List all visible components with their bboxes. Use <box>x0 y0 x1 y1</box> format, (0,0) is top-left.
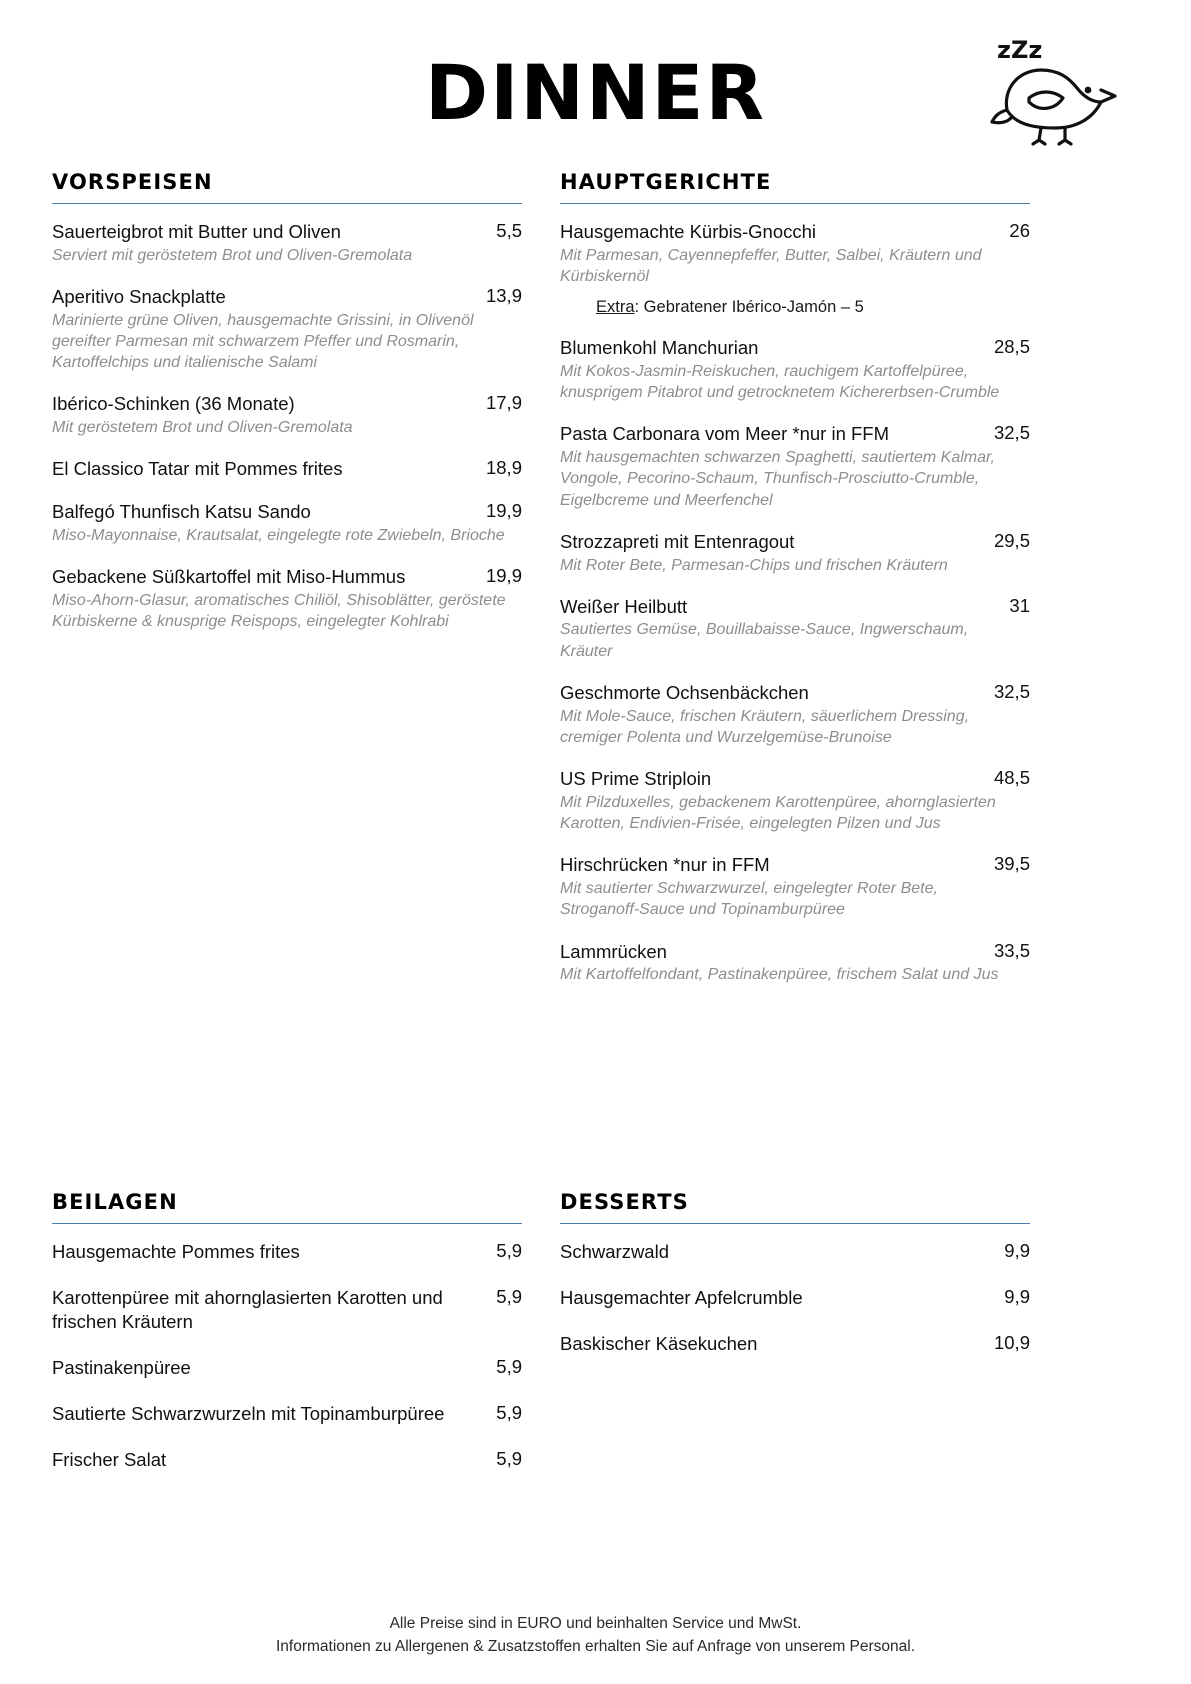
menu-item <box>560 853 1030 920</box>
menu-item-name: Balfegó Thunfisch Katsu Sando <box>52 501 311 523</box>
menu-item <box>560 767 1030 834</box>
menu-item-price: 9,9 <box>1004 1286 1030 1308</box>
menu-item-price: 19,9 <box>485 500 522 522</box>
menu-item-price: 26 <box>1009 220 1030 241</box>
menu-item-description: Mit sautierter Schwarzwurzel, eingelegter Roter Bete, Stroganoff-Sauce und Topinamburpüree <box>560 880 938 919</box>
menu-item-price: 9,9 <box>1004 1240 1030 1261</box>
menu-item-price: 10,9 <box>993 1332 1030 1354</box>
menu-item-name: Strozzapreti mit Entenragout <box>560 530 795 552</box>
menu-item <box>560 595 1030 662</box>
menu-item <box>52 1356 522 1380</box>
menu-item-description: Mit Kartoffelfondant, Pastinakenpüree, frischem Salat und Jus <box>560 966 999 984</box>
footer-line-allergens: Informationen zu Allergenen & Zusatzstoffen erhalten Sie auf Anfrage von unserem Personal. <box>275 1637 916 1655</box>
menu-item-head <box>560 422 1030 446</box>
menu-item-price: 5,5 <box>496 220 522 241</box>
menu-item-price: 5,9 <box>496 1402 522 1424</box>
section-divider <box>560 1223 1030 1224</box>
menu-item-price: 5,9 <box>496 1356 522 1378</box>
menu-item-description: Mit Mole-Sauce, frischen Kräutern, säuerlichem Dressing, cremiger Polenta und Wurzelgemüse-Brunoise <box>560 707 970 746</box>
menu-item-head <box>560 940 1030 964</box>
menu-item-extra-text: : Gebratener Ibérico-Jamón – 5 <box>634 298 864 317</box>
menu-item-name: Lammrücken <box>560 940 667 962</box>
menu-item <box>560 220 1030 317</box>
logo-sleep-text: zZz <box>997 36 1043 64</box>
menu-item-head <box>560 681 1030 705</box>
section-vorspeisen <box>52 170 522 651</box>
menu-item <box>52 220 522 266</box>
menu-item-name: El Classico Tatar mit Pommes frites <box>52 458 343 480</box>
vorspeisen-item-list <box>52 220 522 632</box>
menu-item-name: Pasta Carbonara vom Meer *nur in FFM <box>560 423 890 445</box>
menu-item-name: Hausgemachter Apfelcrumble <box>560 1287 803 1309</box>
menu-item <box>560 1286 1030 1310</box>
menu-item-description: Mit Pilzduxelles, gebackenem Karottenpüree, ahornglasierten Karotten, Endivien-Frisée, eingelegten Pilzen und Jus <box>560 793 996 833</box>
menu-item-description: Mit Parmesan, Cayennepfeffer, Butter, Salbei, Kräutern und Kürbiskernöl <box>560 246 982 285</box>
menu-item-head <box>560 336 1030 360</box>
section-title-beilagen: BEILAGEN <box>52 1190 178 1214</box>
menu-item-name: Hausgemachte Kürbis-Gnocchi <box>560 221 817 242</box>
menu-item-price: 18,9 <box>485 457 522 479</box>
menu-item <box>52 1448 522 1472</box>
menu-item <box>52 1286 522 1334</box>
footer-line-prices: Alle Preise sind in EURO und beinhalten Service und MwSt. <box>389 1614 802 1632</box>
section-desserts <box>560 1190 1030 1378</box>
menu-item <box>560 940 1030 986</box>
menu-item-name: Karottenpüree mit ahornglasierten Karotten und frischen Kräutern <box>52 1287 443 1333</box>
menu-item <box>52 1402 522 1426</box>
menu-item-description: Miso-Mayonnaise, Krautsalat, eingelegte rote Zwiebeln, Brioche <box>52 526 505 544</box>
menu-item-name: Pastinakenpüree <box>52 1357 191 1379</box>
menu-item-price: 32,5 <box>993 422 1030 444</box>
menu-item-head <box>560 767 1030 791</box>
section-title-hauptgerichte: HAUPTGERICHTE <box>560 170 772 194</box>
menu-item <box>52 457 522 481</box>
menu-item-price: 17,9 <box>485 392 522 414</box>
menu-item-description: Marinierte grüne Oliven, hausgemachte Grissini, in Olivenöl gereifter Parmesan mit schwarzem Pfeffer und Rosmarin, Kartoffelchips und italienische Salami <box>52 311 474 372</box>
section-divider <box>560 203 1030 204</box>
menu-item-name: Blumenkohl Manchurian <box>560 337 759 359</box>
menu-item-name: Hausgemachte Pommes frites <box>52 1241 300 1262</box>
menu-item-name: Schwarzwald <box>560 1241 669 1262</box>
menu-item-price: 28,5 <box>993 336 1030 358</box>
menu-item-name: Weißer Heilbutt <box>560 595 688 617</box>
menu-header <box>0 0 1191 170</box>
menu-item-head <box>560 220 1030 244</box>
menu-item-name: Aperitivo Snackplatte <box>52 285 226 307</box>
menu-item-name: Sautierte Schwarzwurzeln mit Topinamburpüree <box>52 1403 445 1425</box>
menu-item-name: Frischer Salat <box>52 1449 167 1471</box>
menu-item-name: Gebackene Süßkartoffel mit Miso-Hummus <box>52 565 406 587</box>
menu-item-head <box>52 220 522 244</box>
menu-item-head <box>560 853 1030 877</box>
menu-item <box>560 681 1030 748</box>
menu-item-head <box>560 595 1030 619</box>
section-divider <box>52 1223 522 1224</box>
menu-item-extra <box>596 298 1030 317</box>
menu-item <box>560 530 1030 576</box>
menu-item-name: US Prime Striploin <box>560 768 712 790</box>
menu-item <box>52 1240 522 1264</box>
menu-item <box>560 336 1030 403</box>
menu-item-extra-label: Extra <box>596 298 635 317</box>
menu-item-price: 5,9 <box>496 1240 522 1261</box>
menu-item <box>560 1240 1030 1264</box>
menu-item <box>52 565 522 632</box>
desserts-item-list <box>560 1240 1030 1356</box>
menu-item-price: 32,5 <box>993 681 1030 703</box>
menu-item-price: 39,5 <box>993 853 1030 875</box>
menu-item <box>560 422 1030 510</box>
menu-item-name: Baskischer Käsekuchen <box>560 1333 758 1355</box>
menu-item-name: Ibérico-Schinken (36 Monate) <box>52 393 295 415</box>
menu-item-name: Sauerteigbrot mit Butter und Oliven <box>52 221 341 242</box>
menu-item-description: Sautiertes Gemüse, Bouillabaisse-Sauce, Ingwerschaum, Kräuter <box>560 621 969 660</box>
menu-item-head <box>52 565 522 589</box>
menu-item <box>52 392 522 438</box>
menu-item-head <box>52 285 522 309</box>
menu-item-head <box>560 530 1030 554</box>
menu-item-description: Serviert mit geröstetem Brot und Oliven-Gremolata <box>52 246 413 264</box>
menu-item-description: Mit Roter Bete, Parmesan-Chips und frischen Kräutern <box>560 556 948 574</box>
menu-item-price: 5,9 <box>496 1286 522 1308</box>
menu-item <box>560 1332 1030 1356</box>
menu-item-description: Mit Kokos-Jasmin-Reiskuchen, rauchigem Kartoffelpüree, knusprigem Pitabrot und getrocknetem Kichererbsen-Crumble <box>560 362 1000 402</box>
menu-item-price: 13,9 <box>485 284 522 306</box>
menu-item-price: 33,5 <box>993 939 1030 961</box>
section-beilagen <box>52 1190 522 1494</box>
menu-item-price: 29,5 <box>993 529 1030 551</box>
menu-item-head <box>52 392 522 416</box>
menu-item-description: Mit geröstetem Brot und Oliven-Gremolata <box>52 419 353 437</box>
menu-item-name: Hirschrücken *nur in FFM <box>560 854 770 876</box>
menu-item-price: 19,9 <box>485 564 522 586</box>
menu-footer <box>0 1612 1191 1659</box>
menu-item-description: Miso-Ahorn-Glasur, aromatisches Chiliöl, Shisoblätter, geröstete Kürbiskerne & knusprige Reispops, eingelegter Kohlrabi <box>52 591 506 630</box>
menu-item-price: 5,9 <box>496 1448 522 1470</box>
hauptgerichte-item-list <box>560 220 1030 986</box>
section-hauptgerichte <box>560 170 1030 1005</box>
menu-item-description: Mit hausgemachten schwarzen Spaghetti, sautiertem Kalmar, Vongole, Pecorino-Schaum, Thunfisch-Prosciutto-Crumble, Eigelbcreme und Meerfenchel <box>560 449 995 509</box>
menu-item <box>52 500 522 546</box>
beilagen-item-list <box>52 1240 522 1472</box>
page-title: DINNER <box>424 48 766 137</box>
sleeping-bird-logo <box>989 32 1119 152</box>
menu-item-price: 48,5 <box>993 767 1030 789</box>
menu-item-head <box>52 500 522 524</box>
menu-item-name: Geschmorte Ochsenbäckchen <box>560 682 809 704</box>
menu-item-head <box>52 457 522 481</box>
menu-item <box>52 285 522 373</box>
section-divider <box>52 203 522 204</box>
menu-item-price: 31 <box>1009 594 1030 616</box>
section-title-desserts: DESSERTS <box>560 1190 689 1214</box>
section-title-vorspeisen: VORSPEISEN <box>52 170 213 194</box>
